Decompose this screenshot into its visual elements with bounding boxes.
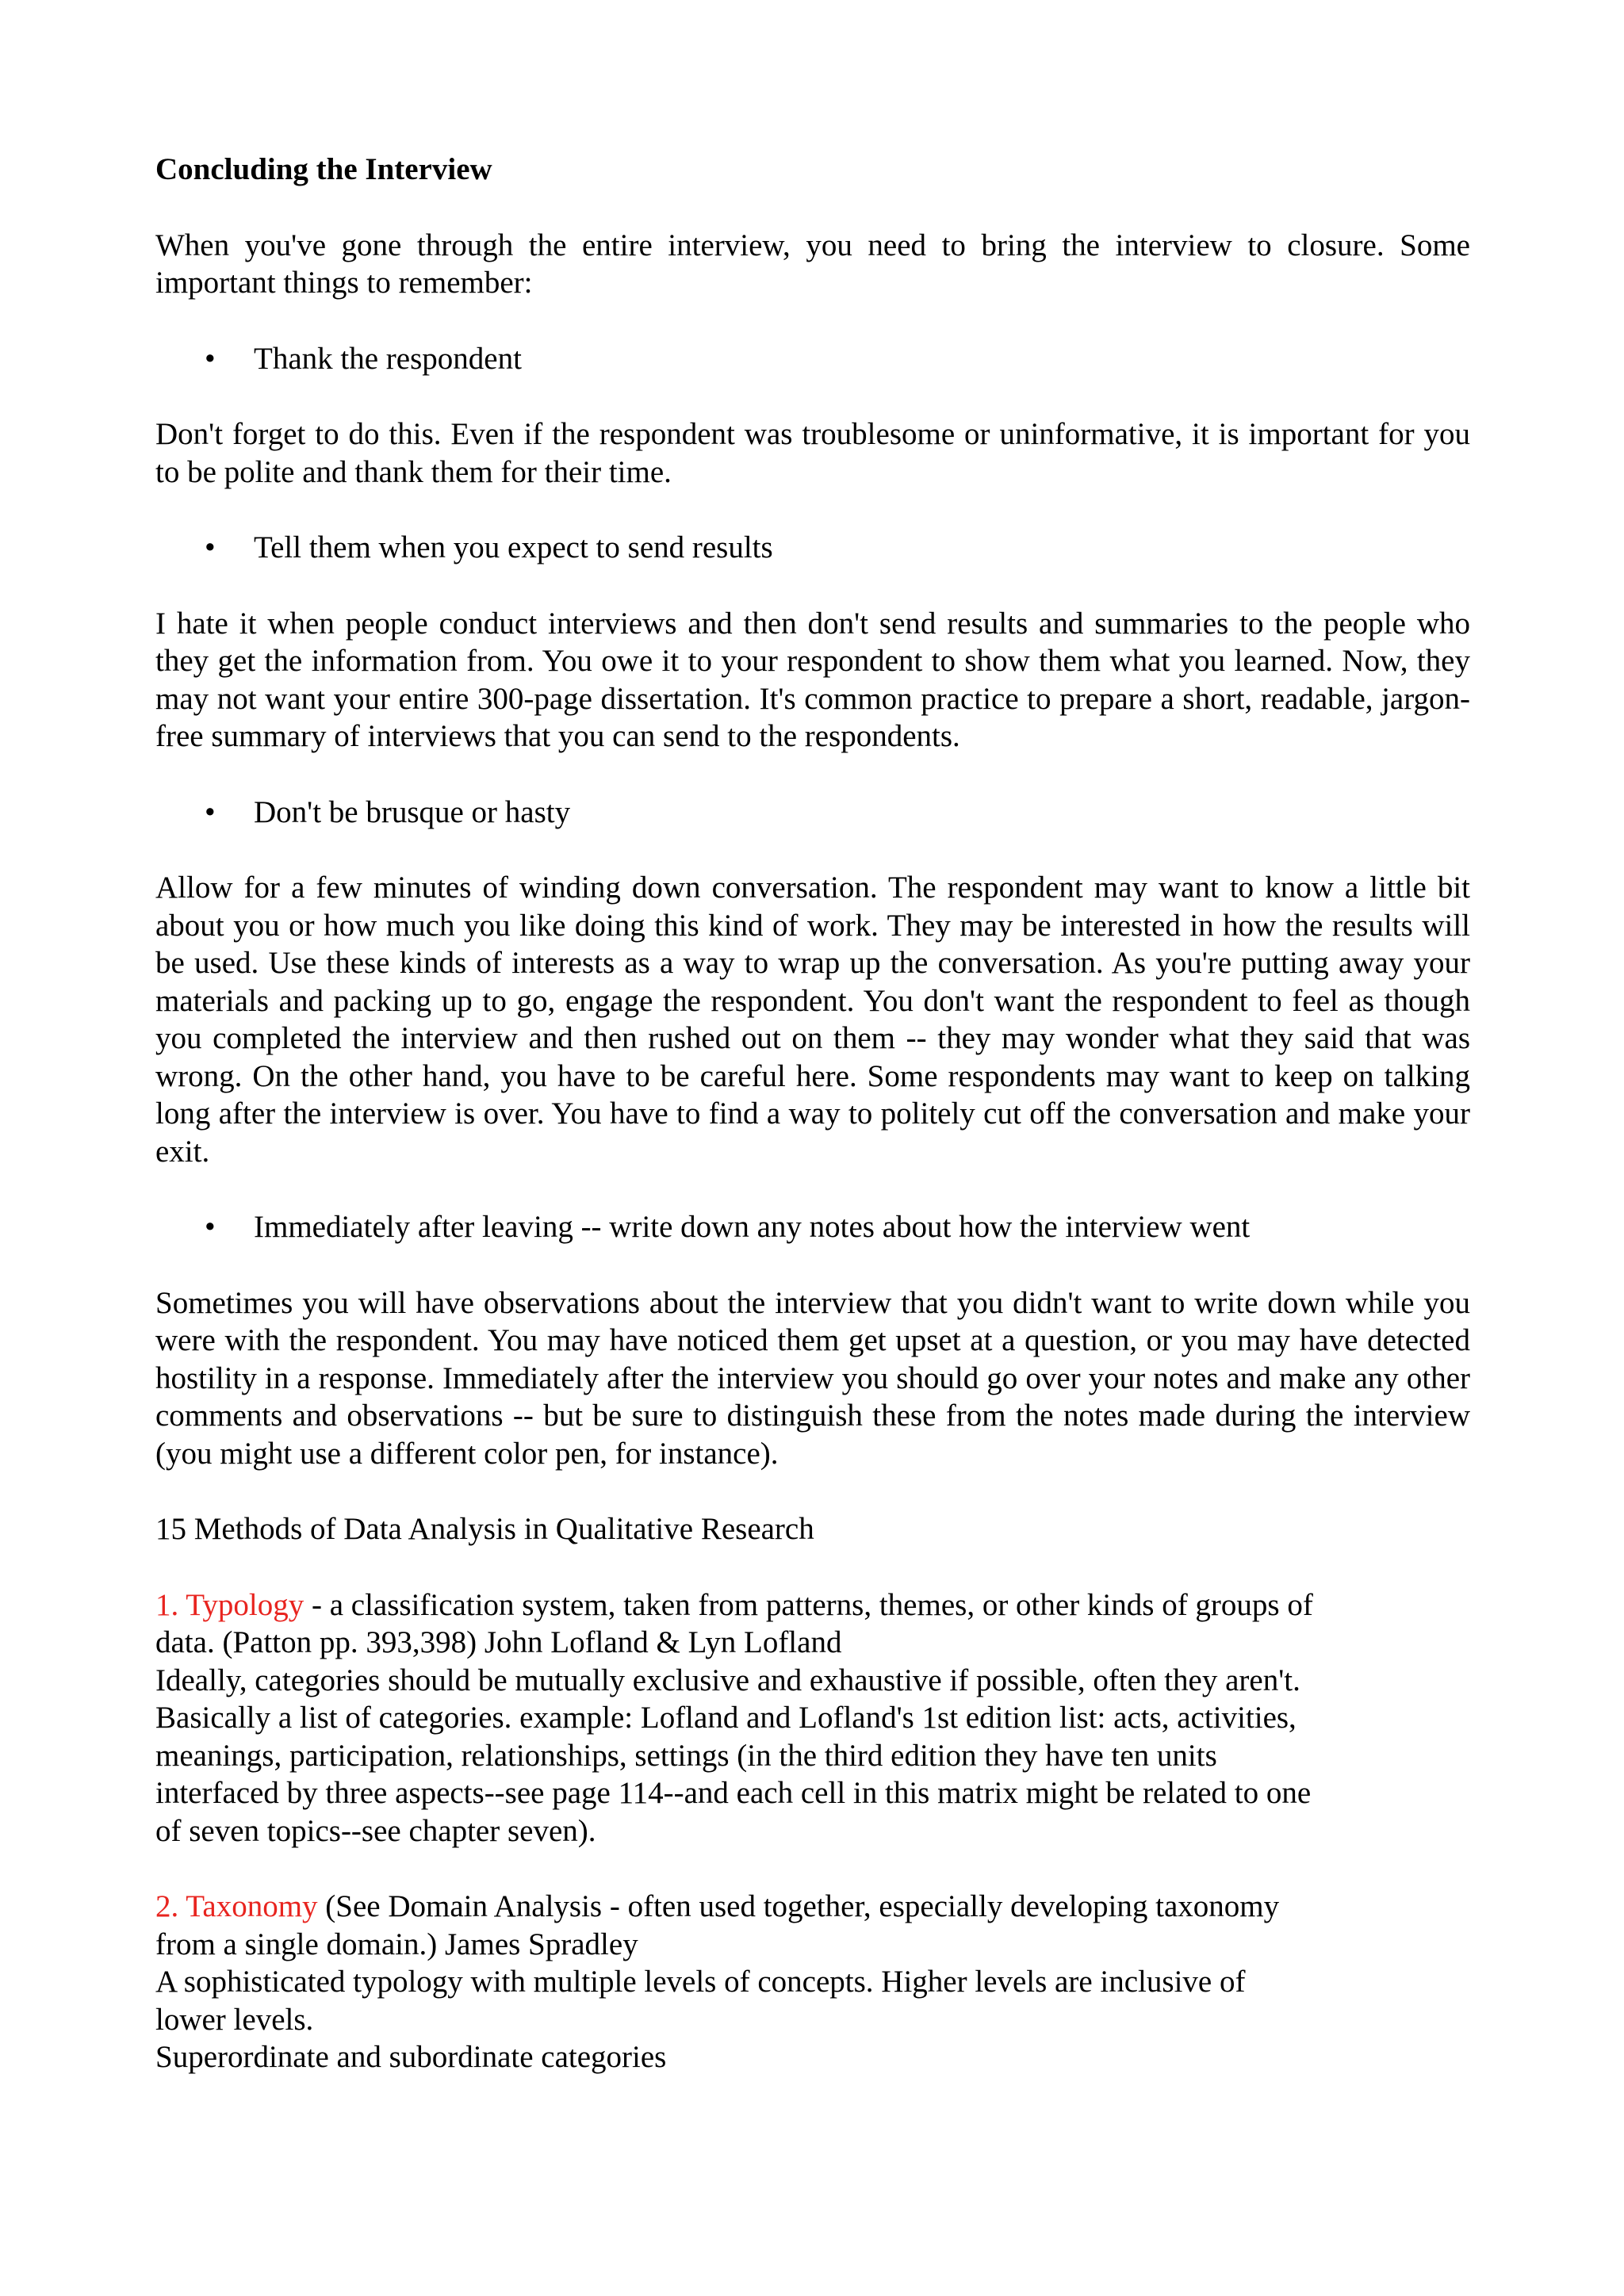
- bullet-text: Immediately after leaving -- write down any notes about how the interview went: [254, 1210, 1251, 1244]
- bullet-icon: •: [205, 1210, 216, 1244]
- bullet-text: Tell them when you expect to send results: [254, 530, 773, 564]
- body-paragraph: I hate it when people conduct interviews and then don't send results and summaries to the people who they get the information from. You owe it to your respondent to show them what you learned. Now, they may not want your entire 300-page dissertation. It's common practice to prepare a short, readable, jargon-free summary of interviews that you can send to the respondents.: [155, 606, 1470, 753]
- bullet-icon: •: [205, 794, 216, 829]
- method-name: 2. Taxonomy: [155, 1889, 318, 1923]
- bullet-item: [155, 529, 1470, 567]
- bullet-item: [155, 794, 1470, 832]
- bullet-text: Thank the respondent: [254, 341, 522, 376]
- method-title-line: [155, 1888, 1321, 1963]
- document-page: [155, 151, 1470, 2076]
- method-description: (See Domain Analysis - often used together, especially developing taxonomy from a single domain.) James Spradley: [155, 1889, 1280, 1961]
- section-title: Concluding the Interview: [155, 152, 492, 186]
- bullet-icon: •: [205, 530, 216, 564]
- method-title-line: [155, 1586, 1321, 1662]
- method-name: 1. Typology: [155, 1587, 304, 1622]
- method-line: Superordinate and subordinate categories: [155, 2040, 667, 2074]
- bullet-item: [155, 340, 1470, 378]
- method-line: Basically a list of categories. example: Lofland and Lofland's 1st edition list: acts, activities, meanings, participation, relationships, settings (in the third edition they have ten units interfaced by three aspects--see page 114--and each cell in this matrix might be related to one of seven topics--see chapter seven).: [155, 1701, 1312, 1848]
- intro-paragraph: When you've gone through the entire interview, you need to bring the interview to closure. Some important things to remember:: [155, 228, 1470, 300]
- bullet-icon: •: [205, 341, 216, 376]
- methods-heading: 15 Methods of Data Analysis in Qualitative Research: [155, 1512, 814, 1546]
- body-paragraph: Don't forget to do this. Even if the respondent was troublesome or uninformative, it is important for you to be polite and thank them for their time.: [155, 417, 1470, 489]
- method-line: A sophisticated typology with multiple levels of concepts. Higher levels are inclusive of lower levels.: [155, 1965, 1246, 2037]
- bullet-item: [155, 1208, 1470, 1246]
- method-entry: [155, 1888, 1321, 2076]
- body-paragraph: Allow for a few minutes of winding down conversation. The respondent may want to know a little bit about you or how much you like doing this kind of work. They may be interested in how the results will be used. Use these kinds of interests as a way to wrap up the conversation. As you're putting away your materials and packing up to go, engage the respondent. You don't want the respondent to feel as though you completed the interview and then rushed out on them -- they may wonder what they said that was wrong. On the other hand, you have to be careful here. Some respondents may want to keep on talking long after the interview is over. You have to find a way to politely cut off the conversation and make your exit.: [155, 871, 1470, 1169]
- method-line: Ideally, categories should be mutually exclusive and exhaustive if possible, often they aren't.: [155, 1663, 1300, 1697]
- method-entry: [155, 1586, 1321, 1850]
- bullet-text: Don't be brusque or hasty: [254, 794, 571, 829]
- method-description: - a classification system, taken from patterns, themes, or other kinds of groups of data. (Patton pp. 393,398) John Lofland & Lyn Lofland: [155, 1587, 1313, 1659]
- body-paragraph: Sometimes you will have observations about the interview that you didn't want to write down while you were with the respondent. You may have noticed them get upset at a question, or you may have detected hostility in a response. Immediately after the interview you should go over your notes and make any other comments and observations -- but be sure to distinguish these from the notes made during the interview (you might use a different color pen, for instance).: [155, 1285, 1470, 1471]
